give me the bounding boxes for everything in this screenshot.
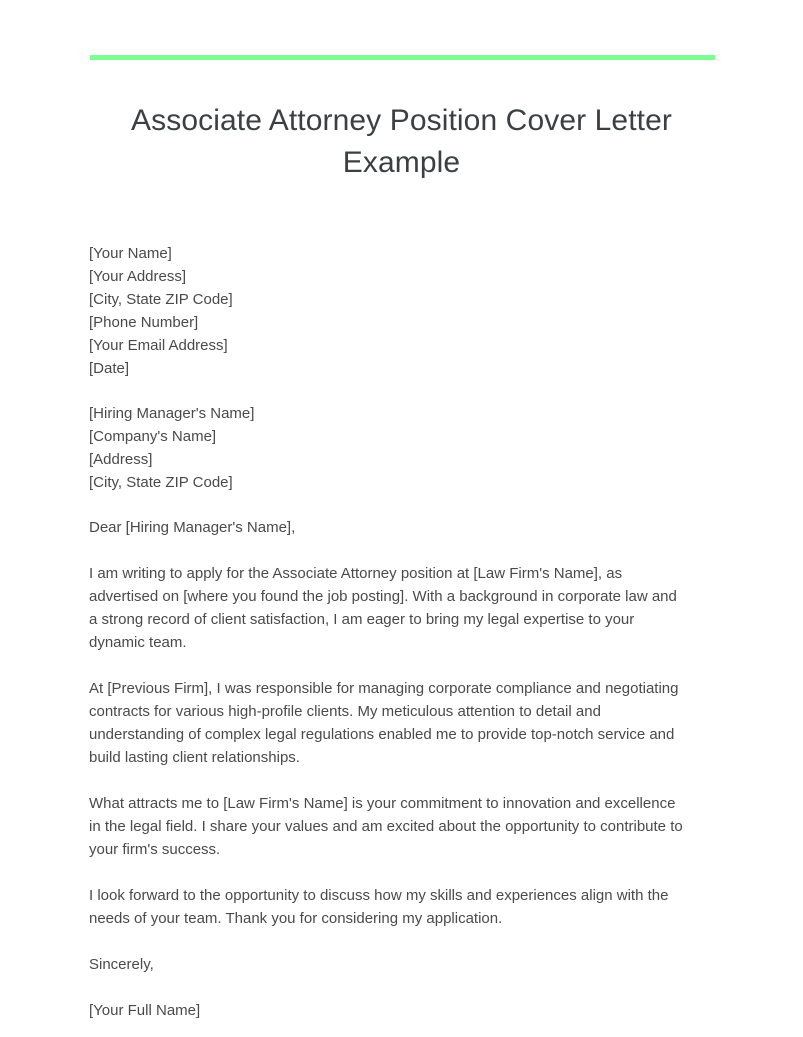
recipient-address-block: [89, 402, 683, 494]
letter-paragraph-3: What attracts me to [Law Firm's Name] is your commitment to innovation and excellence in the legal field. I share your values and am excited about the opportunity to contribute to your firm's success.: [89, 795, 683, 858]
top-accent-bar: [90, 55, 715, 60]
sender-line: [Your Email Address]: [89, 337, 228, 354]
sender-address-block: [89, 242, 683, 380]
letter-body: [89, 242, 683, 1037]
salutation: Dear [Hiring Manager's Name],: [89, 519, 296, 536]
sender-line: [Date]: [89, 360, 130, 377]
recipient-line: [City, State ZIP Code]: [89, 474, 233, 491]
closing-salutation: Sincerely,: [89, 956, 154, 973]
sender-line: [City, State ZIP Code]: [89, 291, 233, 308]
signature-name: [Your Full Name]: [89, 1002, 201, 1019]
letter-paragraph-2: At [Previous Firm], I was responsible for managing corporate compliance and negotiating contracts for various high-profile clients. My meticulous attention to detail and understanding of complex legal regulations enabled me to provide top-notch service and build lasting client relationships.: [89, 680, 679, 766]
sender-line: [Your Address]: [89, 268, 187, 285]
sender-line: [Phone Number]: [89, 314, 199, 331]
page-title: Associate Attorney Position Cover Letter Example: [131, 104, 672, 179]
recipient-line: [Hiring Manager's Name]: [89, 405, 255, 422]
letter-paragraph-4: I look forward to the opportunity to discuss how my skills and experiences align with the needs of your team. Thank you for considering my application.: [89, 887, 669, 927]
sender-line: [Your Name]: [89, 245, 172, 262]
recipient-line: [Company's Name]: [89, 428, 217, 445]
letter-paragraph-1: I am writing to apply for the Associate Attorney position at [Law Firm's Name], as advertised on [where you found the job posting]. With a background in corporate law and a strong record of client satisfaction, I am eager to bring my legal expertise to your dynamic team.: [89, 565, 677, 651]
recipient-line: [Address]: [89, 451, 153, 468]
